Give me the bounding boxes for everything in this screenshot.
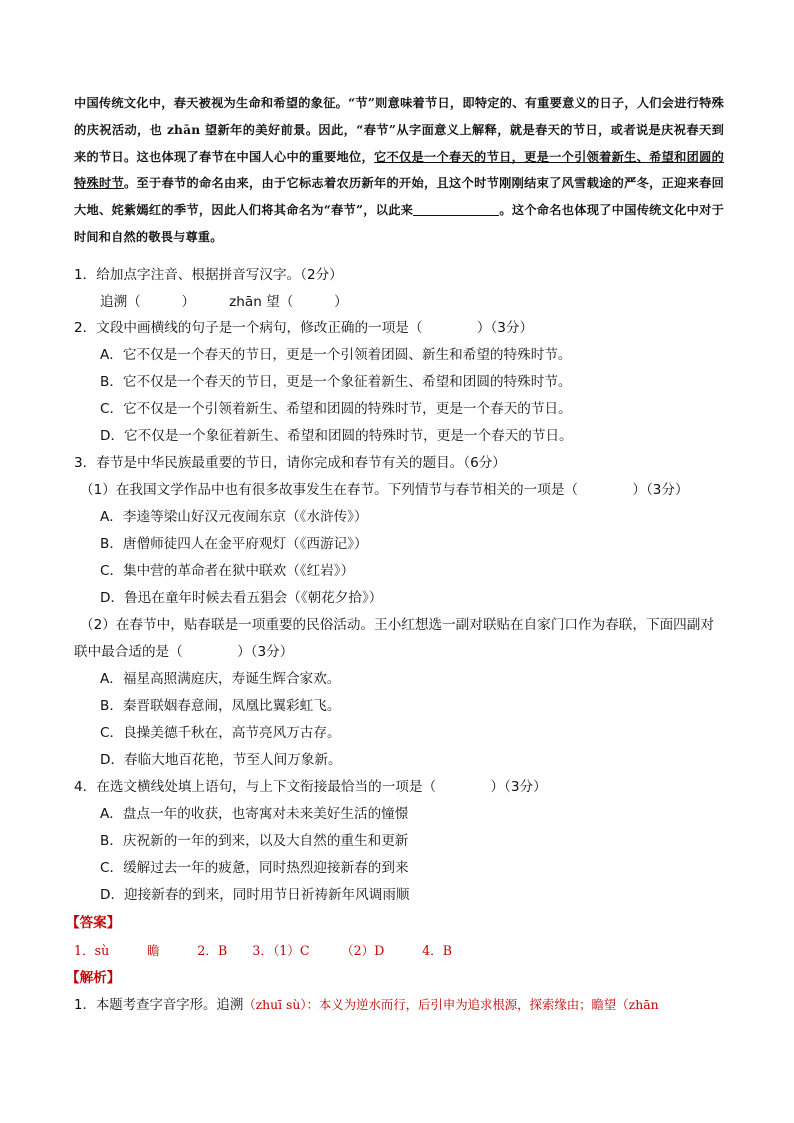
question-3-2-option-c: C．良操美德千秋在，高节亮风万古存。 (100, 725, 341, 741)
fill-blank-line[interactable] (413, 201, 499, 216)
question-2-option-d: D．它不仅是一个象征着新生、希望和团圆的特殊时节，更是一个春天的节日。 (100, 428, 573, 444)
question-3-2-option-b: B．秦晋联姻春意闹，凤凰比翼彩虹飞。 (100, 698, 341, 714)
question-4-option-c: C．缓解过去一年的疲惫，同时热烈迎接新春的到来 (100, 860, 409, 876)
analysis-line-1 (74, 994, 659, 1013)
reading-passage (74, 90, 724, 251)
analysis-prefix: 1．本题考查字音字形。追溯 (74, 998, 244, 1013)
answer-heading: 【答案】 (66, 915, 121, 931)
analysis-heading: 【解析】 (66, 970, 121, 986)
underlined-sentence: 它不仅是一个春天的节日，更是一个引领着新生、希望和团圆的特殊时节 (74, 149, 724, 191)
answer-text: 1．sù 瞻 2．B 3．（1）C （2）D 4．B (74, 943, 452, 958)
question-2-option-a: A．它不仅是一个春天的节日，更是一个引领着团圆、新生和希望的特殊时节。 (100, 347, 572, 363)
question-3-1-option-d: D．鲁迅在童年时候去看五猖会（《朝花夕拾》） (100, 590, 383, 606)
question-3-1-option-c: C．集中营的革命者在狱中联欢（《红岩》） (100, 563, 355, 579)
question-4-option-b: B．庆祝新的一年的到来，以及大自然的重生和更新 (100, 833, 409, 849)
question-4-option-d: D．迎接新春的到来，同时用节日祈祷新年风调雨顺 (100, 887, 410, 903)
question-3-1-option-b: B．唐僧师徒四人在金平府观灯（《西游记》） (100, 536, 368, 552)
question-3-1-stem: （1）在我国文学作品中也有很多故事发生在春节。下列情节与春节相关的一项是（ ）（3分） (80, 482, 689, 498)
question-3-1-option-a: A．李逵等梁山好汉元夜闹东京（《水浒传》） (100, 509, 368, 525)
question-2-option-c: C．它不仅是一个引领着新生、希望和团圆的特殊时节，更是一个春天的节日。 (100, 401, 572, 417)
question-4-stem: 4．在选文横线处填上语句，与上下文衔接最恰当的一项是（ ）（3分） (74, 779, 547, 795)
analysis-red-text: （zhuī sù）：本义为逆水而行，后引申为追求根源，探索缘由；瞻望（zhān (243, 997, 659, 1012)
question-2-stem: 2．文段中画横线的句子是一个病句，修改正确的一项是（ ）（3分） (74, 320, 534, 336)
question-1-stem: 1．给加点字注音、根据拼音写汉字。（2分） (74, 267, 343, 283)
question-3-2-stem-line1: （2）在春节中，贴春联是一项重要的民俗活动。王小红想选一副对联贴在自家门口作为春联，下面四副对 (80, 617, 714, 633)
question-1-items: 追溯（ ） zhān 望（ ） (100, 294, 348, 310)
question-3-2-option-a: A．福星高照满庭庆，寿诞生辉合家欢。 (100, 671, 341, 687)
question-2-option-b: B．它不仅是一个春天的节日，更是一个象征着新生、希望和团圆的特殊时节。 (100, 374, 572, 390)
question-3-stem: 3．春节是中华民族最重要的节日，请你完成和春节有关的题目。（6分） (74, 455, 506, 471)
question-4-option-a: A．盘点一年的收获，也寄寓对未来美好生活的憧憬 (100, 806, 409, 822)
passage-text-2: 。至于春节的命名由来，由于它标志着农历新年的开始，且这个时节刚刚结束了风雪载途的严冬，正迎来春回大地、姹紫嫣红的季节，因此人们将其命名为“春节”，以此来 (74, 176, 724, 218)
question-3-2-option-d: D．春临大地百花艳，节至人间万象新。 (100, 752, 342, 768)
passage-text-1: 中国传统文化中，春天被视为生命和希望的象征。“节”则意味着节日，即特定的、有重要意义的日子，人们会进行特殊的庆祝活动，也 zhān 望新年的美好前景。因此，“春节”从字面意义上解释，就是春天的节日，或者说是庆祝春天到来的节日。这也体现了春节在中国人心中的重要地位， (74, 96, 724, 164)
passage-text-3: 。这个命名也体现了中国传统文化中对于时间和自然的敬畏与尊重。 (74, 203, 724, 244)
question-3-2-stem-line2: 联中最合适的是（ ）（3分） (74, 644, 294, 660)
